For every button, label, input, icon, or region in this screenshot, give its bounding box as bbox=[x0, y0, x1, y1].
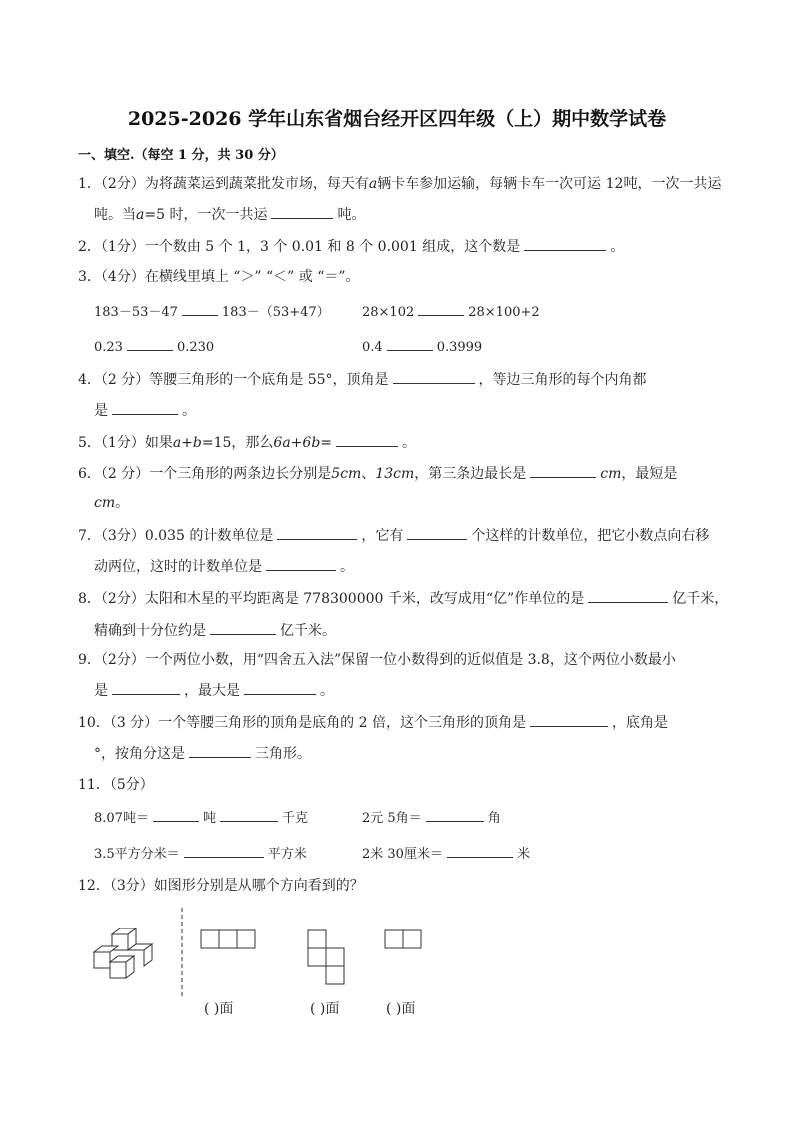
q11-unit-4: 平方米 bbox=[267, 847, 307, 862]
view-figure-1 bbox=[200, 929, 260, 951]
view-2-answer[interactable]: ( )面 bbox=[310, 1001, 340, 1017]
question-9-cont bbox=[94, 680, 334, 701]
q4-blank-1[interactable] bbox=[393, 369, 475, 384]
q11-blank-5[interactable] bbox=[447, 843, 513, 858]
q4-text-b: ，等边三角形的每个内角都 bbox=[478, 372, 647, 388]
q8-text-c: 精确到十分位约是 bbox=[94, 623, 206, 639]
question-11: 11．（5分） bbox=[78, 777, 154, 793]
q7-blank-3[interactable] bbox=[266, 556, 336, 571]
q7-text-d: 动两位，这时的计数单位是 bbox=[94, 559, 262, 575]
question-2 bbox=[78, 236, 624, 257]
question-8-cont bbox=[94, 620, 336, 641]
q10-text-a: 10．（3 分）一个等腰三角形的顶角是底角的 2 倍，这个三角形的顶角是 bbox=[78, 715, 526, 731]
q7-blank-1[interactable] bbox=[277, 525, 357, 540]
q11-row-2-right bbox=[362, 843, 530, 865]
q7-blank-2[interactable] bbox=[407, 525, 467, 540]
cube-stack-figure bbox=[90, 928, 154, 984]
q6-length-2: 13cm bbox=[375, 466, 415, 482]
question-7-cont bbox=[94, 556, 354, 577]
view-1-answer[interactable]: ( )面 bbox=[204, 1001, 234, 1017]
q11-expr-2: 2元 5角＝ bbox=[362, 811, 422, 826]
q8-text-a: 8．（2分）太阳和木星的平均距离是 778300000 千米，改写成用“亿”作单位的是 bbox=[78, 591, 585, 607]
q11-unit-2: 千克 bbox=[281, 811, 308, 826]
q8-blank-2[interactable] bbox=[210, 620, 276, 635]
view-figure-2 bbox=[306, 929, 352, 989]
q9-text-b: 是 bbox=[94, 683, 108, 699]
view-figure-3 bbox=[384, 929, 426, 951]
question-7 bbox=[78, 525, 709, 546]
q3-expr-7: 0.4 bbox=[362, 340, 383, 355]
q10-text-b: ，底角是 bbox=[611, 715, 668, 731]
q3-row-2 bbox=[94, 336, 214, 358]
q11-row-1-right bbox=[362, 807, 501, 829]
q5-text-b: =15，那么 bbox=[201, 435, 274, 451]
question-5 bbox=[78, 432, 416, 453]
q10-text-d: 三角形。 bbox=[255, 746, 311, 762]
q5-expr-2: 6a+6b bbox=[273, 435, 321, 451]
q9-text-d: 。 bbox=[320, 683, 334, 699]
q1-answer-blank[interactable] bbox=[271, 204, 333, 219]
q3-blank-1[interactable] bbox=[182, 301, 218, 316]
q3-expr-4: 28×100+2 bbox=[468, 305, 540, 320]
section-heading: 一、填空.（每空 1 分，共 30 分） bbox=[78, 148, 284, 163]
page-title: 2025-2026 学年山东省烟台经开区四年级（上）期中数学试卷 bbox=[127, 108, 667, 130]
q10-blank-1[interactable] bbox=[530, 712, 608, 727]
q6-text-a: 6．（2 分）一个三角形的两条边长分别是 bbox=[78, 466, 332, 482]
q3-row-2-right bbox=[362, 336, 482, 358]
q6-unit-1: cm bbox=[600, 466, 622, 482]
question-1-cont bbox=[94, 204, 365, 225]
q9-blank-2[interactable] bbox=[244, 680, 316, 695]
q11-row-2 bbox=[94, 843, 307, 865]
q11-expr-4: 2米 30厘米＝ bbox=[362, 847, 443, 862]
q11-blank-2[interactable] bbox=[220, 807, 278, 822]
question-8 bbox=[78, 588, 728, 609]
q11-unit-5: 米 bbox=[516, 847, 530, 862]
question-9: 9．（2分）一个两位小数，用“四舍五入法”保留一位小数得到的近似值是 3.8，这个两位小数最小 bbox=[78, 652, 676, 668]
q1-variable-a: a bbox=[368, 176, 378, 192]
question-10 bbox=[78, 712, 668, 733]
q1-text-e: 吨。 bbox=[337, 207, 366, 223]
q9-text-c: ，最大是 bbox=[184, 683, 240, 699]
q1-text-b: 辆卡车参加运输，每辆卡车一次可运 12吨，一次一共运 bbox=[377, 176, 722, 192]
dashed-divider bbox=[180, 908, 184, 996]
question-4-cont bbox=[94, 400, 196, 421]
question-6 bbox=[78, 463, 677, 484]
q6-unit-2: cm bbox=[94, 495, 116, 511]
question-1 bbox=[78, 174, 721, 194]
q1-text-d: =5 时，一次一共运 bbox=[144, 207, 268, 223]
q11-expr-3: 3.5平方分米＝ bbox=[94, 847, 180, 862]
q11-row-1 bbox=[94, 807, 308, 829]
q6-text-b: ，第三条边最长是 bbox=[414, 466, 527, 482]
q11-unit-3: 角 bbox=[487, 811, 501, 826]
q5-expr-1: a+b bbox=[172, 435, 202, 451]
q8-text-d: 亿千米。 bbox=[280, 623, 336, 639]
q5-text-a: 5．（1分）如果 bbox=[78, 435, 173, 451]
q3-blank-4[interactable] bbox=[387, 336, 433, 351]
question-10-cont bbox=[94, 743, 311, 764]
q3-expr-8: 0.3999 bbox=[436, 340, 483, 355]
q11-blank-3[interactable] bbox=[426, 807, 484, 822]
q3-expr-5: 0.23 bbox=[94, 340, 123, 355]
q7-text-e: 。 bbox=[340, 559, 354, 575]
q4-text-c: 是 bbox=[94, 403, 108, 419]
q3-expr-1: 183－53－47 bbox=[94, 305, 178, 320]
q6-blank[interactable] bbox=[530, 463, 596, 478]
q1-variable-a2: a bbox=[136, 207, 145, 223]
q3-expr-3: 28×102 bbox=[362, 305, 415, 320]
q8-text-b: 亿千米， bbox=[672, 591, 729, 607]
q6-text-d: 。 bbox=[115, 495, 130, 511]
q6-separator: 、 bbox=[361, 466, 376, 482]
q3-row-1 bbox=[94, 301, 330, 323]
q7-text-b: ，它有 bbox=[361, 528, 404, 544]
question-12: 12．（3分）如图形分别是从哪个方向看到的？ bbox=[78, 878, 364, 894]
q5-text-d: 。 bbox=[402, 435, 417, 451]
q11-blank-4[interactable] bbox=[184, 843, 264, 858]
q4-text-d: 。 bbox=[182, 403, 196, 419]
q5-blank[interactable] bbox=[336, 432, 398, 447]
view-3-answer[interactable]: ( )面 bbox=[386, 1001, 416, 1017]
q11-blank-1[interactable] bbox=[153, 807, 199, 822]
q2-text-a: 2．（1分）一个数由 5 个 1，3 个 0.01 和 8 个 0.001 组成，这个数是 bbox=[78, 239, 521, 255]
q2-text-b: 。 bbox=[610, 239, 625, 255]
q6-text-c: ，最短是 bbox=[621, 466, 678, 482]
q9-blank-1[interactable] bbox=[112, 680, 180, 695]
q4-blank-2[interactable] bbox=[112, 400, 178, 415]
q3-blank-3[interactable] bbox=[127, 336, 173, 351]
q7-text-a: 7．（3分）0.035 的计数单位是 bbox=[78, 528, 274, 544]
q8-blank-1[interactable] bbox=[588, 588, 668, 603]
q10-text-c: °，按角分这是 bbox=[94, 746, 185, 762]
question-6-cont bbox=[94, 493, 129, 513]
q3-expr-6: 0.230 bbox=[176, 340, 215, 355]
q6-length-1: 5cm bbox=[331, 466, 362, 482]
q11-expr-1: 8.07吨＝ bbox=[94, 811, 149, 826]
q5-text-c: = bbox=[320, 435, 333, 451]
q3-row-1-right bbox=[362, 301, 540, 323]
q11-unit-1: 吨 bbox=[202, 811, 216, 826]
question-4 bbox=[78, 369, 647, 390]
question-3: 3．（4分）在横线里填上 “＞” “＜” 或 “＝”。 bbox=[78, 269, 360, 285]
q2-answer-blank[interactable] bbox=[524, 236, 606, 251]
q1-text-a: 1．（2分）为将蔬菜运到蔬菜批发市场，每天有 bbox=[78, 176, 369, 192]
q7-text-c: 个这样的计数单位，把它小数点向右移 bbox=[471, 528, 710, 544]
q4-text-a: 4．（2 分）等腰三角形的一个底角是 55°，顶角是 bbox=[78, 372, 389, 388]
q10-blank-2[interactable] bbox=[189, 743, 251, 758]
q3-blank-2[interactable] bbox=[418, 301, 464, 316]
q1-text-c: 吨。当 bbox=[94, 207, 136, 223]
q3-expr-2: 183－（53+47） bbox=[221, 305, 330, 320]
